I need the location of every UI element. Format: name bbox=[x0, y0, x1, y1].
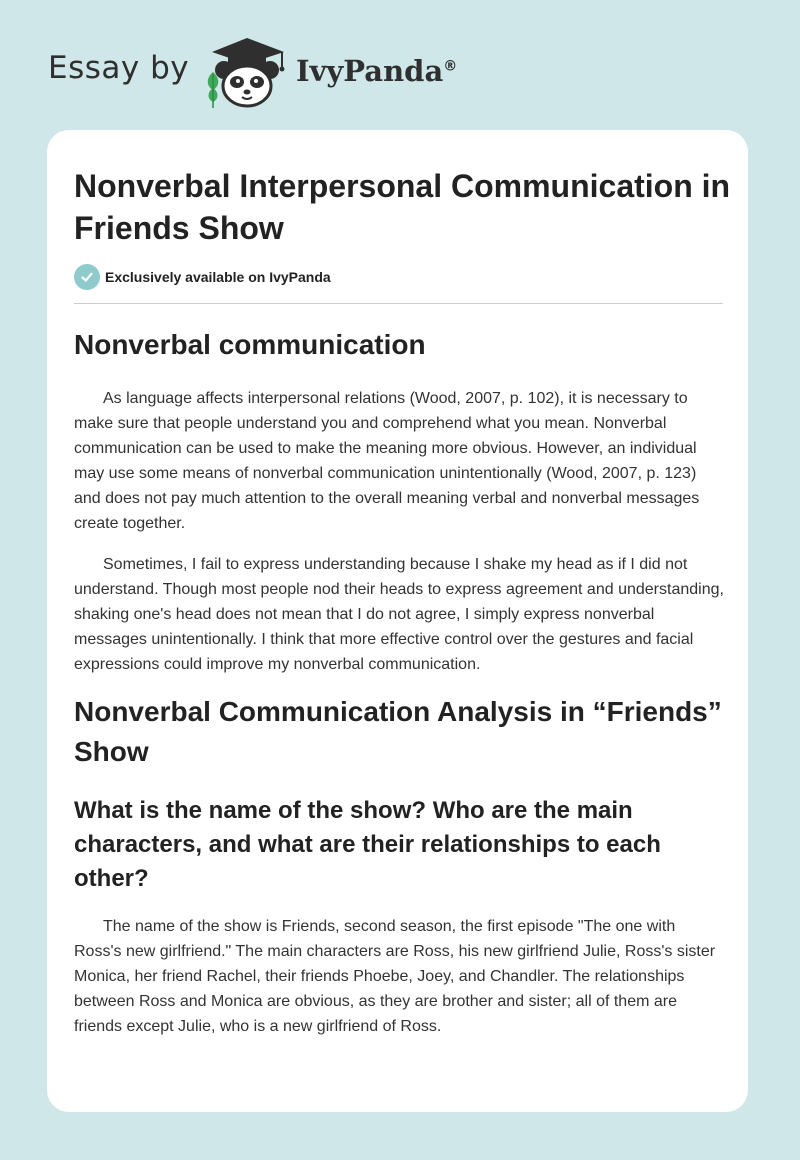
ivy-leaf-icon bbox=[202, 70, 224, 110]
essay-card bbox=[47, 130, 748, 1112]
check-icon bbox=[74, 264, 100, 290]
divider bbox=[74, 303, 723, 304]
registered-mark: ® bbox=[443, 58, 458, 75]
paragraph: Sometimes, I fail to express understanding because I shake my head as if I did not understand. Though most people nod their heads to express agreement and understanding, shaking one's head does not mean that I do not agree, I simply express nonverbal messages unintentionally. I think that more effective control over the gestures and facial expressions could improve my nonverbal communication. bbox=[74, 556, 724, 673]
brand-name: IvyPanda bbox=[296, 54, 444, 88]
paragraph: As language affects interpersonal relations (Wood, 2007, p. 102), it is necessary to make sure that people understand you and comprehend what you mean. Nonverbal communication can be used to make the meaning more obvious. However, an individual may use some means of nonverbal communication unintentionally (Wood, 2007, p. 123) and does not pay much attention to the overall meaning verbal and nonverbal messages create together. bbox=[74, 390, 700, 532]
page-title: Nonverbal Interpersonal Communication in Friends Show bbox=[74, 168, 731, 246]
subsection-heading: What is the name of the show? Who are the main characters, and what are their relationships to each other? bbox=[74, 797, 661, 892]
site-header bbox=[48, 28, 748, 112]
essay-by-label: Essay by bbox=[48, 50, 190, 86]
exclusive-badge bbox=[74, 263, 331, 291]
brand-logo-text[interactable] bbox=[296, 54, 457, 88]
badge-label: Exclusively available on IvyPanda bbox=[105, 269, 331, 285]
section-heading: Nonverbal Communication Analysis in “Friends” Show bbox=[74, 696, 722, 767]
section-heading: Nonverbal communication bbox=[74, 329, 426, 360]
paragraph: The name of the show is Friends, second season, the first episode "The one with Ross's new girlfriend." The main characters are Ross, his new girlfriend Julie, Ross's sister Monica, her friend Rachel, their friends Phoebe, Joey, and Chandler. The relationships between Ross and Monica are obvious, as they are brother and sister; all of them are friends except Julie, who is a new girlfriend of Ross. bbox=[74, 918, 716, 1035]
